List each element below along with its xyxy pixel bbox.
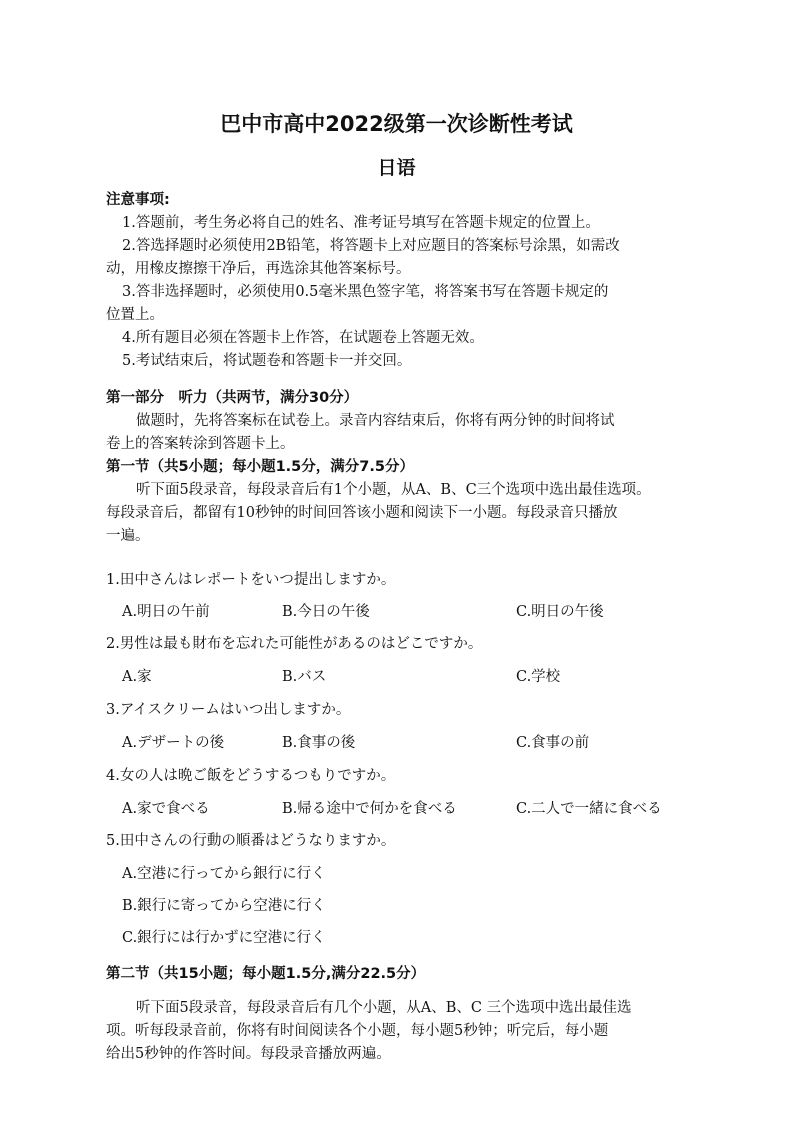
option-1b: B.今日の午後 xyxy=(282,604,370,620)
notice-line: 4.所有题目必须在答题卡上作答，在试题卷上答题无效。 xyxy=(122,330,484,346)
option-4c: C.二人で一緒に食べる xyxy=(516,801,662,817)
notice-line: 5.考试结束后，将试题卷和答题卡一并交回。 xyxy=(122,353,412,369)
question-3: 3.アイスクリームはいつ出しますか。 xyxy=(106,702,351,718)
notice-heading: 注意事项: xyxy=(106,192,170,208)
notice-line: 3.答非选择题时，必须使用0.5毫米黑色签字笔，将答案书写在答题卡规定的 xyxy=(122,284,609,300)
part1-intro-line: 做题时，先将答案标在试卷上。录音内容结束后，你将有两分钟的时间将试 xyxy=(136,413,615,429)
section1-heading: 第一节（共5小题；每小题1.5分，满分7.5分） xyxy=(106,459,414,475)
option-4b: B.帰る途中で何かを食べる xyxy=(282,801,457,817)
section2-intro-line: 给出5秒钟的作答时间。每段录音播放两遍。 xyxy=(106,1046,391,1062)
section1-intro-line: 每段录音后，都留有10秒钟的时间回答该小题和阅读下一小题。每段录音只播放 xyxy=(106,505,618,521)
exam-title: 巴中市高中2022级第一次诊断性考试 xyxy=(220,112,573,136)
option-3b: B.食事の後 xyxy=(282,735,356,751)
option-2c: C.学校 xyxy=(516,669,561,685)
exam-subject: 日语 xyxy=(377,157,416,179)
option-2a: A.家 xyxy=(122,669,152,685)
notice-line: 2.答选择题时必须使用2B铅笔，将答题卡上对应题目的答案标号涂黑，如需改 xyxy=(122,238,620,254)
question-5: 5.田中さんの行動の順番はどうなりますか。 xyxy=(106,833,396,849)
option-5a: A.空港に行ってから銀行に行く xyxy=(122,866,326,882)
option-5b: B.銀行に寄ってから空港に行く xyxy=(122,898,326,914)
question-2: 2.男性は最も財布を忘れた可能性があるのはどこですか。 xyxy=(106,636,483,652)
part1-intro-line: 卷上的答案转涂到答题卡上。 xyxy=(106,436,295,452)
notice-line: 位置上。 xyxy=(106,307,164,323)
section2-intro-line: 听下面5段录音，每段录音后有几个小题，从A、B、C 三个选项中选出最佳选 xyxy=(136,1000,632,1016)
option-2b: B.バス xyxy=(282,669,327,685)
notice-line: 动，用橡皮擦擦干净后，再选涂其他答案标号。 xyxy=(106,261,411,277)
question-4: 4.女の人は晩ご飯をどうするつもりですか。 xyxy=(106,768,396,784)
option-1c: C.明日の午後 xyxy=(516,604,604,620)
notice-line: 1.答题前，考生务必将自己的姓名、准考证号填写在答题卡规定的位置上。 xyxy=(122,215,600,231)
question-1: 1.田中さんはレポートをいつ提出しますか。 xyxy=(106,572,396,588)
option-4a: A.家で食べる xyxy=(122,801,210,817)
section1-intro-line: 听下面5段录音，每段录音后有1个小题，从A、B、C三个选项中选出最佳选项。 xyxy=(136,482,651,498)
section2-heading: 第二节（共15小题；每小题1.5分,满分22.5分） xyxy=(106,966,426,982)
option-5c: C.銀行には行かずに空港に行く xyxy=(122,930,326,946)
option-3c: C.食事の前 xyxy=(516,735,590,751)
option-1a: A.明日の午前 xyxy=(122,604,210,620)
part1-heading: 第一部分 听力（共两节，满分30分） xyxy=(106,390,359,406)
section2-intro-line: 项。听每段录音前，你将有时间阅读各个小题，每小题5秒钟；听完后，每小题 xyxy=(106,1023,609,1039)
section1-intro-line: 一遍。 xyxy=(106,528,150,544)
option-3a: A.デザートの後 xyxy=(122,735,225,751)
